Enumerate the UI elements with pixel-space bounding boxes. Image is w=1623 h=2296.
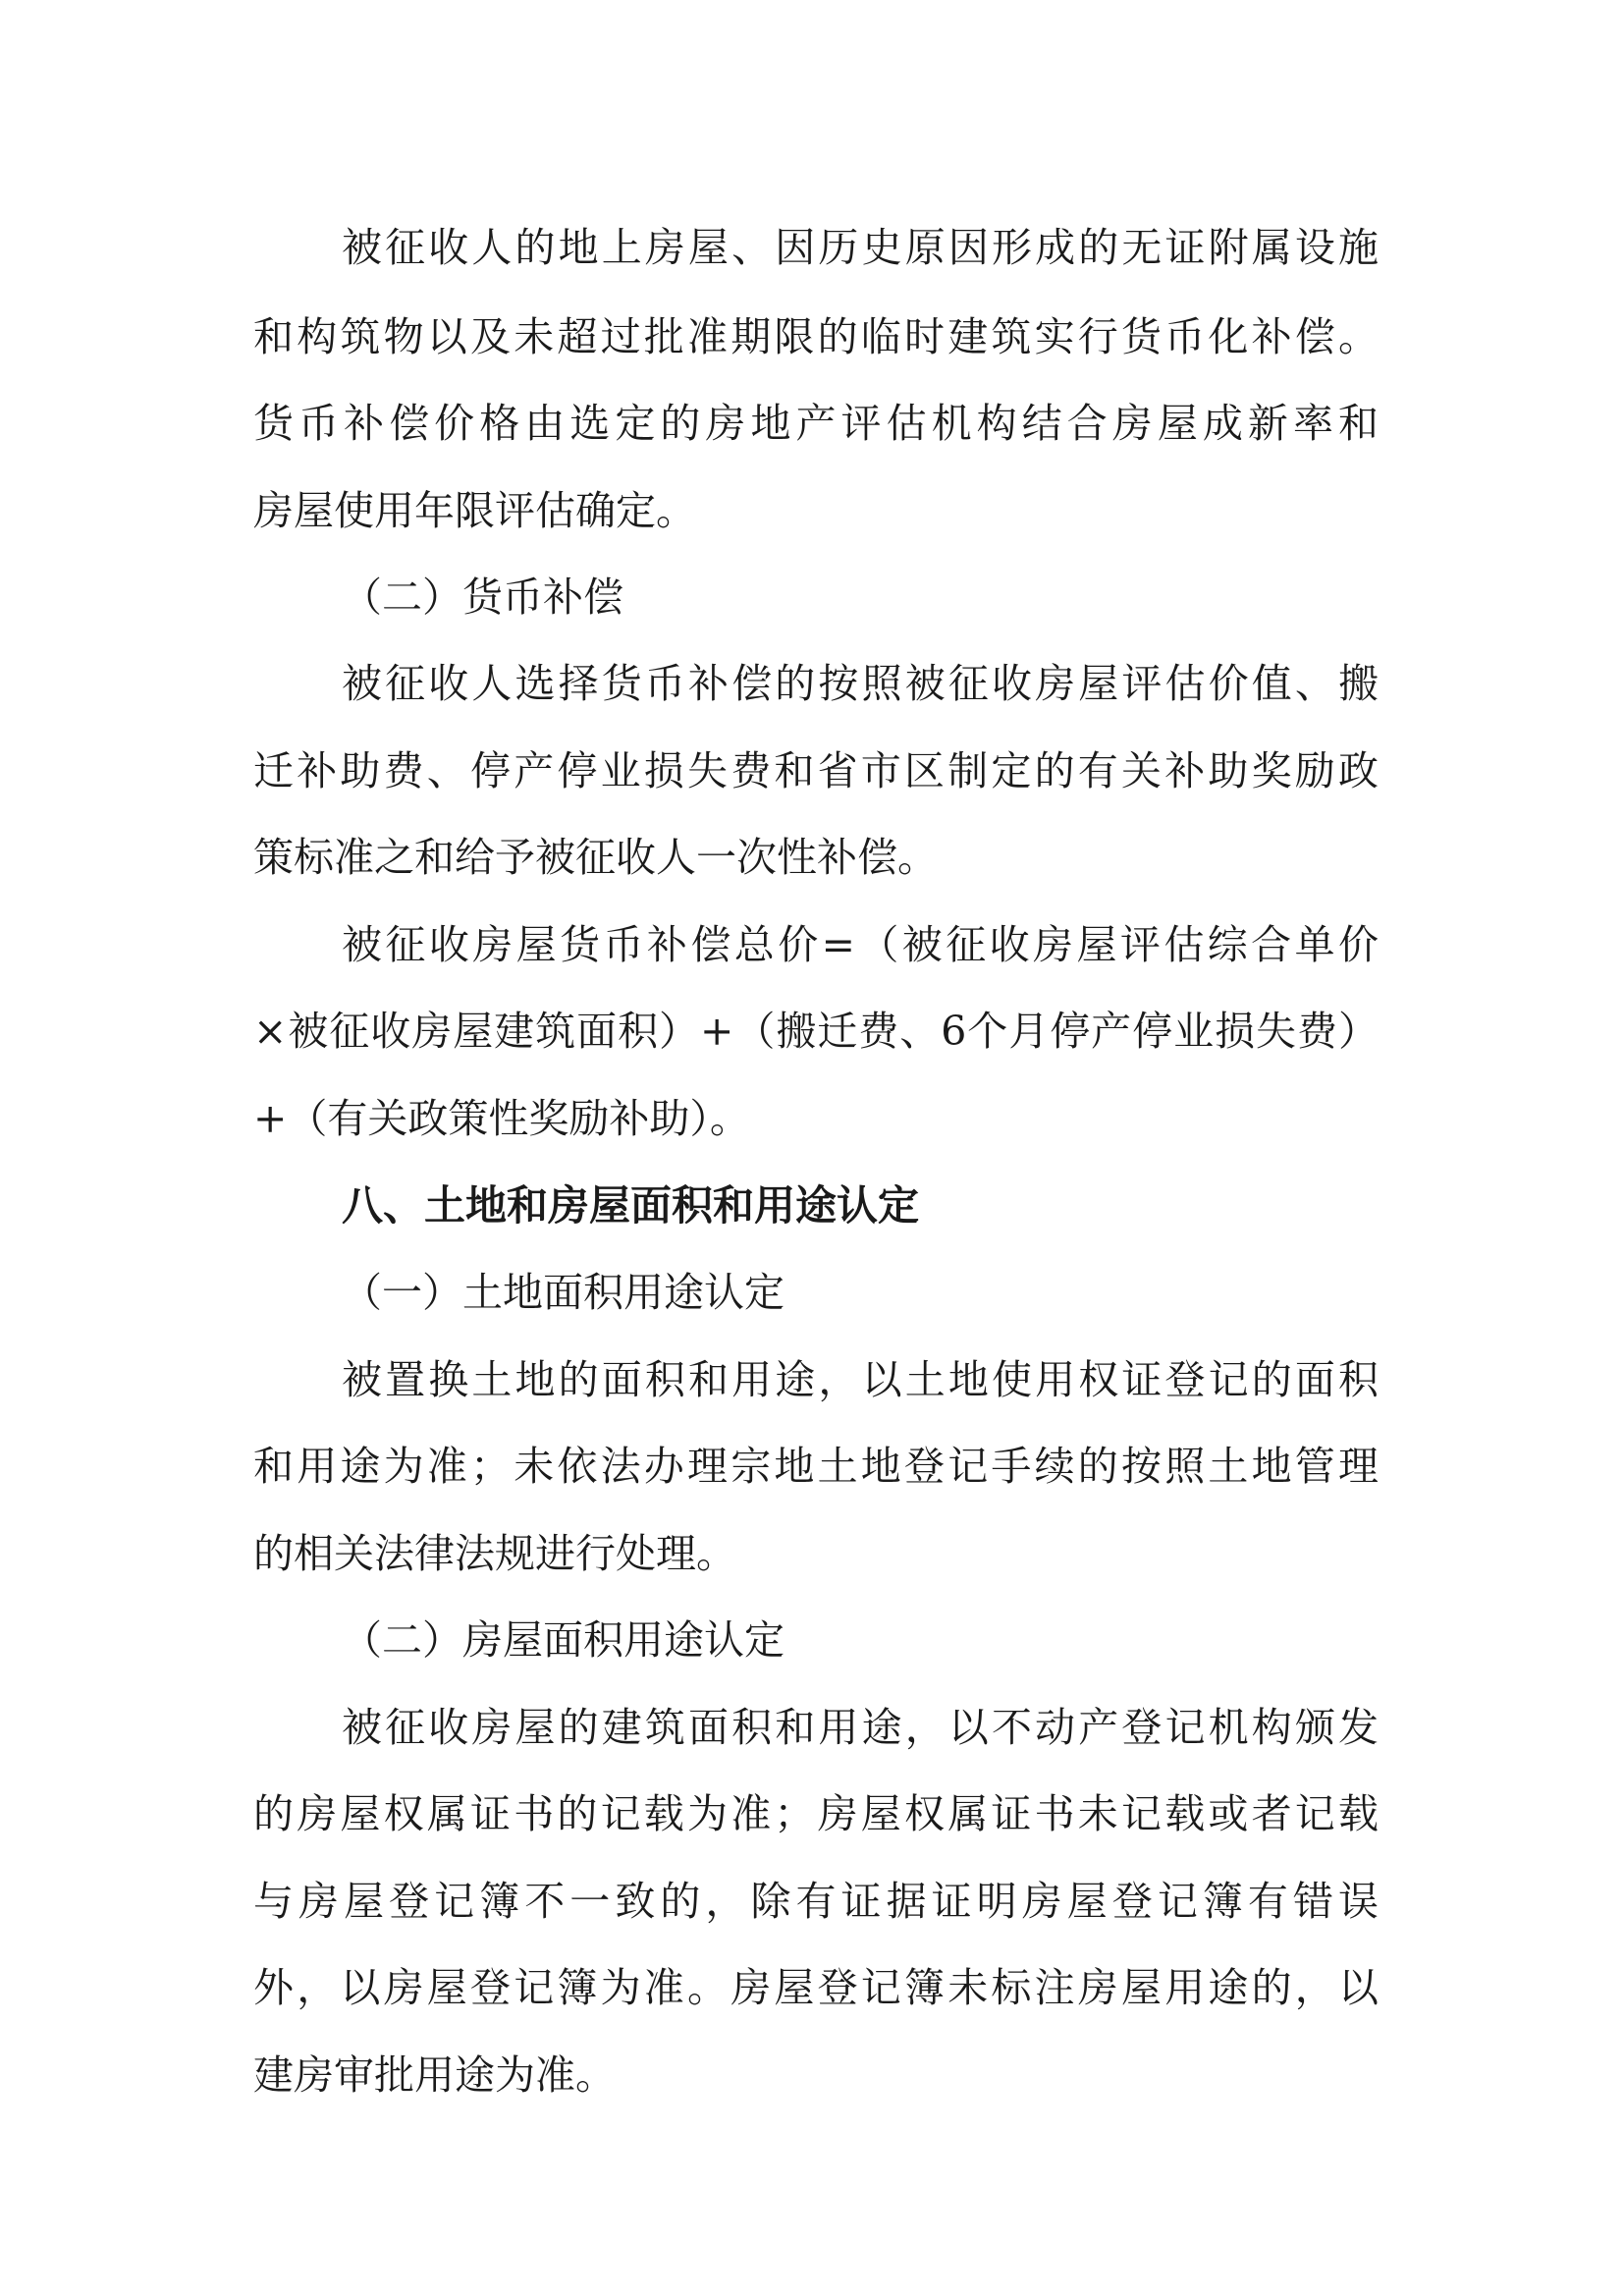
- paragraph-line: 建房审批用途为准。: [253, 2051, 616, 2099]
- paragraph-line: 被置换土地的面积和用途，以土地使用权证登记的面积: [342, 1356, 1379, 1403]
- paragraph-line: 被征收房屋的建筑面积和用途，以不动产登记机构颁发: [342, 1704, 1379, 1751]
- paragraph-line: 货币补偿价格由选定的房地产评估机构结合房屋成新率和: [253, 400, 1379, 447]
- paragraph-line: 的房屋权属证书的记载为准；房屋权属证书未记载或者记载: [253, 1790, 1379, 1837]
- section-subheading: （二）房屋面积用途认定: [342, 1616, 784, 1664]
- paragraph-line: 外，以房屋登记簿为准。房屋登记簿未标注房屋用途的，以: [253, 1964, 1379, 2011]
- paragraph-line: 被征收人的地上房屋、因历史原因形成的无证附属设施: [342, 224, 1379, 271]
- paragraph-line: 策标准之和给予被征收人一次性补偿。: [253, 834, 938, 881]
- paragraph-line: 房屋使用年限评估确定。: [253, 487, 696, 534]
- formula-line: +（有关政策性奖励补助）。: [253, 1095, 750, 1142]
- section-subheading: （一）土地面积用途认定: [342, 1269, 784, 1316]
- paragraph-line: 与房屋登记簿不一致的，除有证据证明房屋登记簿有错误: [253, 1878, 1379, 1925]
- section-heading: 八、土地和房屋面积和用途认定: [342, 1181, 920, 1230]
- section-subheading: （二）货币补偿: [342, 574, 623, 621]
- paragraph-line: 被征收人选择货币补偿的按照被征收房屋评估价值、搬: [342, 660, 1379, 707]
- formula-line: 被征收房屋货币补偿总价=（被征收房屋评估综合单价: [342, 921, 1379, 968]
- paragraph-line: 迁补助费、停产停业损失费和省市区制定的有关补助奖励政: [253, 747, 1379, 794]
- paragraph-line: 的相关法律法规进行处理。: [253, 1530, 736, 1577]
- formula-line: ×被征收房屋建筑面积）+（搬迁费、6个月停产停业损失费）: [253, 1008, 1379, 1055]
- paragraph-line: 和用途为准；未依法办理宗地土地登记手续的按照土地管理: [253, 1443, 1379, 1490]
- paragraph-line: 和构筑物以及未超过批准期限的临时建筑实行货币化补偿。: [253, 313, 1379, 360]
